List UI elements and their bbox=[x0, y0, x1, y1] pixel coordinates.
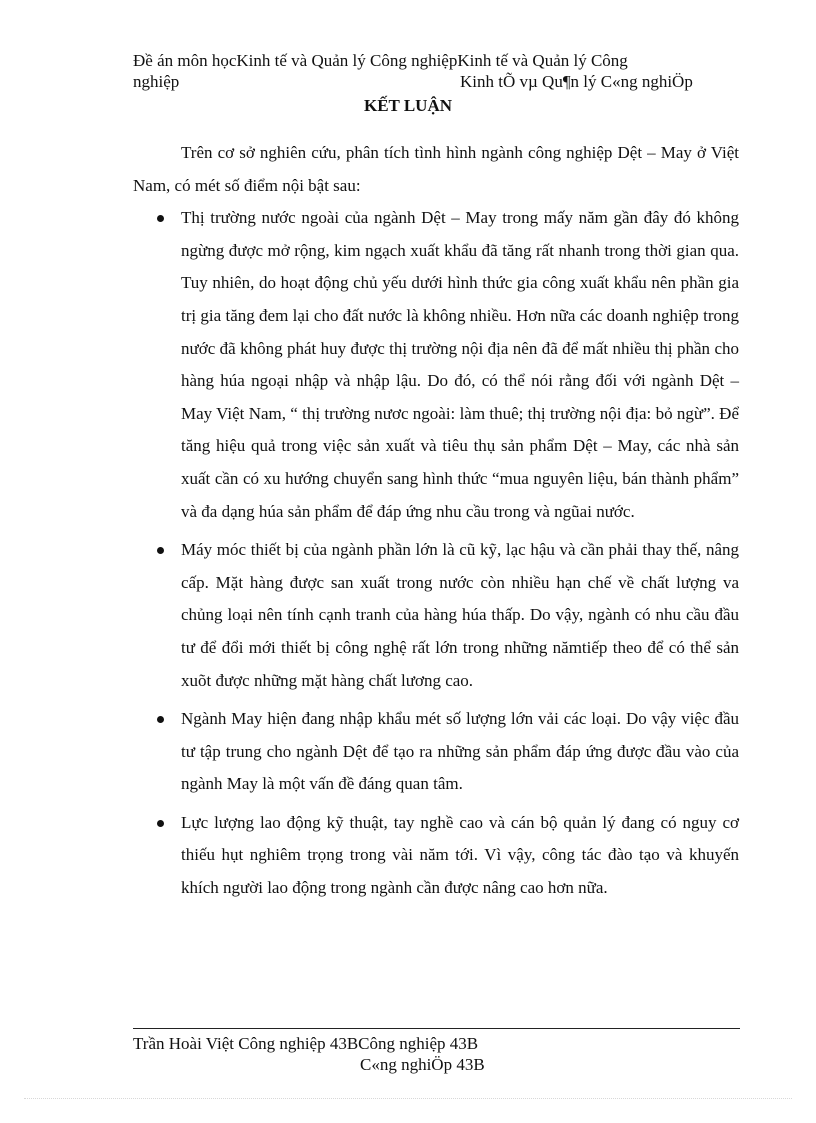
bullet-icon bbox=[157, 215, 164, 222]
footer-divider bbox=[133, 1028, 740, 1029]
header-line-1: Đề án môn họcKinh tế và Quản lý Công nghiệpKinh tế và Quản lý Công bbox=[133, 51, 628, 70]
list-item-text: Lực lượng lao động kỹ thuật, tay nghề cao và cán bộ quản lý đang có nguy cơ thiếu hụt nghiêm trọng trong vài năm tới. Vì vậy, công tác đào tạo và khuyến khích người lao động trong ngành cần được nâng cao hơn nữa. bbox=[181, 812, 739, 898]
list-item bbox=[133, 807, 739, 905]
bullet-icon bbox=[157, 820, 164, 827]
list-item bbox=[133, 703, 739, 801]
list-item bbox=[133, 534, 739, 697]
footer-line-1: Trần Hoài Việt Công nghiệp 43BCông nghiệp 43B bbox=[133, 1034, 479, 1053]
page-title: KẾT LUẬN bbox=[363, 96, 452, 115]
document-body bbox=[133, 137, 739, 911]
header-line-2-right: Kinh tÕ vµ Qu¶n lý C«ng nghiÖp bbox=[460, 72, 693, 91]
page-bottom-divider bbox=[24, 1098, 792, 1099]
conclusion-list bbox=[133, 202, 739, 904]
list-item-text: Máy móc thiết bị của ngành phần lớn là cũ kỹ, lạc hậu và cần phải thay thế, nâng cấp. Mặt hàng được san xuất trong nước còn nhiều hạn chế về chất lượng va chủng loại nên tính cạnh tranh của hàng húa thấp. Do vậy, ngành có nhu cầu đầu tư để đổi mới thiết bị công nghệ rất lớn trong những nămtiếp theo để có thể sản xuõt được những mặt hàng chất lương cao. bbox=[181, 540, 739, 690]
intro-paragraph: Trên cơ sở nghiên cứu, phân tích tình hình ngành công nghiệp Dệt – May ở Việt Nam, có mét số điểm nội bật sau: bbox=[133, 143, 739, 195]
list-item-text: Ngành May hiện đang nhập khẩu mét số lượng lớn vải các loại. Do vậy việc đầu tư tập trung cho ngành Dệt để tạo ra những sản phẩm đáp ứng được đầu vào của ngành May là một vấn đề đáng quan tâm. bbox=[181, 709, 739, 794]
bullet-icon bbox=[157, 547, 164, 554]
list-item-text: Thị trường nước ngoài của ngành Dệt – May trong mấy năm gần đây đó không ngừng được mở rộng, kim ngạch xuất khẩu đã tăng rất nhanh trong thời gian qua. Tuy nhiên, do hoạt động chủ yếu dưới hình thức gia công xuất khẩu nên phần gia trị gia tăng đem lại cho đất nước là không nhiều. Hơn nữa các doanh nghiệp trong nước đã không phát huy được thị trường nội địa nên đã để mất nhiều thị phần cho hàng húa ngoại nhập và nhập lậu. Do đó, có thể nói rằng đối với ngành Dệt – May Việt Nam, “ thị trường nươc ngoài: làm thuê; thị trường nội địa: bỏ ngừ”. Để tăng hiệu quả trong việc sản xuất và tiêu thụ sản phẩm Dệt – May, các nhà sản xuất cần có xu hướng chuyển sang hình thức “mua nguyên liệu, bán thành phẩm” và đa dạng húa sản phẩm để đáp ứng nhu cầu trong và ngũai nước. bbox=[181, 208, 739, 521]
bullet-icon bbox=[157, 716, 164, 723]
list-item bbox=[133, 202, 739, 528]
header-line-2: nghiệp bbox=[133, 72, 180, 91]
footer-line-2: C«ng nghiÖp 43B bbox=[360, 1055, 485, 1074]
